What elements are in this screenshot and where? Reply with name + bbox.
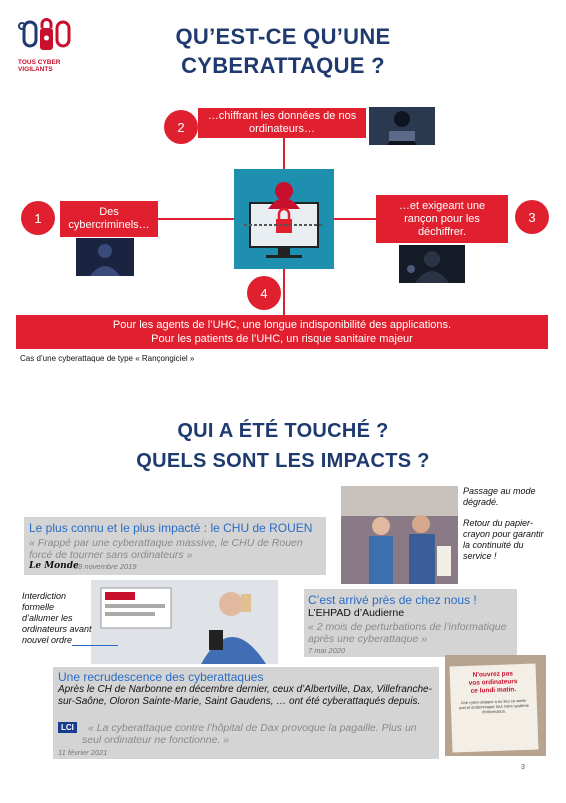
sign-line-2: vos ordinateurs [468,678,518,687]
audierne-date: 7 mai 2020 [308,646,346,655]
interdiction-note: Interdiction formelle d’allumer les ordinateurs avant nouvel ordre [22,591,92,645]
locked-monitor-icon [234,169,334,269]
step-2-box [198,108,366,138]
step-1-badge: 1 [21,201,55,235]
logo [16,18,74,73]
nurses-photo [341,486,458,584]
warning-sign-paper [450,664,539,753]
step-2-text: …chiffrant les données de nos ordinateurs… [207,110,357,135]
step-3-box [376,195,508,243]
step-3-text: …et exigeant une rançon pour les déchiffrer. [398,199,486,238]
title-line-1: QU’EST-CE QU’UNE [175,24,391,49]
passage-note: Passage au mode dégradé. [463,486,536,507]
rouen-date: 18 novembre 2019 [74,562,137,571]
cybercriminals-photo [76,238,134,276]
title2-line-1: QUI A ÉTÉ TOUCHÉ ? [177,420,389,442]
recrudescence-quote: « La cyberattaque contre l’hôpital de Dax provoque la pagaille. Plus un seul ordinateur ne fonctionne. » [82,722,417,746]
step-3-badge: 3 [515,200,549,234]
title-who-impacts [80,416,486,476]
doctor-phone-photo [91,580,278,664]
connector-left [158,218,234,220]
title-line-2: CYBERATTAQUE ? [181,53,385,78]
interdiction-pointer-line [72,645,118,646]
sign-line-1: N'ouvrez pas [472,670,514,679]
recrudescence-date: 11 février 2021 [58,748,108,757]
title-what-is [110,22,456,80]
hacker-figure-image [76,238,134,276]
step-4-line-1: Pour les agents de l’UHC, une longue indisponibilité des applications. [112,319,452,331]
rouen-heading: Le plus connu et le plus impacté : le CHU de ROUEN [29,521,313,535]
connector-top [283,137,285,169]
title2-line-2: QUELS SONT LES IMPACTS ? [136,450,430,472]
page-number: 3 [521,764,525,771]
doctor-image [91,580,278,664]
audierne-heading: C’est arrivé près de chez nous ! [308,593,477,607]
padlock-logo-icon [16,18,74,54]
connector-bottom [283,269,285,315]
step-1-box [60,201,158,237]
step-4-badge: 4 [247,276,281,310]
hooded-hacker-image [399,245,465,283]
diagram-caption: Cas d’une cyberattaque de type « Rançongiciel » [20,354,195,363]
sign-line-3: ce lundi matin. [470,686,517,695]
step-4-line-2: Pour les patients de l’UHC, un risque sanitaire majeur [151,333,413,345]
audierne-subheading: L’EHPAD d’Audierne [308,607,405,619]
hacker-hood-photo [399,245,465,283]
warning-sign-photo [445,655,546,756]
audierne-quote: « 2 mois de perturbations de l’informatique après une cyberattaque » [308,621,507,645]
step-4-box [16,315,548,349]
sign-body: Une cyber-attaque a eu lieu ce week-end et endommager tout notre système d'information. [458,697,529,715]
connector-right [334,218,376,220]
step-1-text: Des cybercriminels… [68,206,150,231]
logo-text: TOUS CYBER VIGILANTS [18,59,61,73]
retour-note: Retour du papier-crayon pour garantir la continuité du service ! [463,518,544,561]
nurses-image [341,486,458,584]
recrudescence-text: Après le CH de Narbonne en décembre dernier, ceux d’Albertville, Dax, Villefranche-sur-Saône, Oloron Sainte-Marie, Saint Gaudens, … ont été cyberattaqués depuis. [58,684,432,707]
rouen-quote: « Frappé par une cyberattaque massive, le CHU de Rouen forcé de tourner sans ordinateurs » [29,537,303,561]
hacker-laptop-image [369,107,435,145]
lci-logo: LCI [58,722,77,733]
recrudescence-heading: Une recrudescence des cyberattaques [58,670,264,684]
le-monde-logo: Le Monde [29,561,79,571]
step-2-badge: 2 [164,110,198,144]
ransomware-monitor-image [234,169,334,269]
hacker-laptop-photo [369,107,435,145]
